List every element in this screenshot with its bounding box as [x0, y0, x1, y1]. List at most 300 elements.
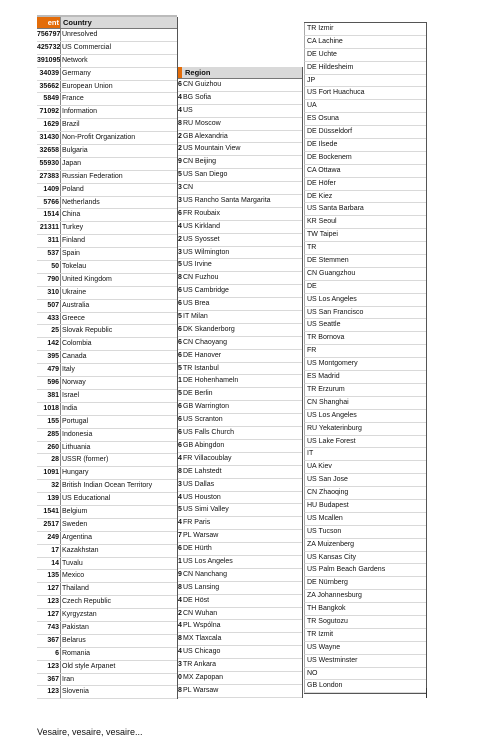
region-count-cell: 5	[178, 171, 182, 179]
list-item: US Santa Barbara	[304, 203, 426, 216]
list-item: TR Sogutozu	[304, 616, 426, 629]
list-item: US Fort Huachuca	[304, 87, 426, 100]
region-cell: CN Wuhan	[183, 609, 218, 617]
region-count-cell: 2	[178, 132, 182, 140]
table-row	[178, 620, 302, 633]
region-count-cell: 5	[178, 261, 182, 269]
count-cell: 142	[37, 338, 61, 350]
region-count-cell: 4	[178, 454, 182, 462]
count-cell: 123	[37, 686, 61, 698]
table-row	[178, 182, 302, 195]
region-cell: US Rancho Santa Margarita	[183, 197, 271, 205]
country-cell: Thailand	[62, 585, 89, 593]
list-item: ES Madrid	[304, 371, 426, 384]
table-row	[37, 119, 177, 132]
country-cell: Old style Arpanet	[62, 662, 116, 670]
region-cell: DE Höst	[183, 596, 210, 604]
table-row	[178, 543, 302, 556]
list-item: US Lake Forest	[304, 436, 426, 449]
region-cell: FR Paris	[183, 519, 211, 527]
list-item: TR Erzurum	[304, 384, 426, 397]
region-cell: US Falls Church	[183, 429, 234, 437]
country-cell: Greece	[62, 314, 85, 322]
count-cell: 2517	[37, 519, 61, 531]
table-row	[37, 519, 177, 532]
table-row	[178, 363, 302, 376]
list-item: CA Ottawa	[304, 165, 426, 178]
region-count-cell: 5	[178, 313, 182, 321]
table-row	[178, 337, 302, 350]
table-row	[178, 414, 302, 427]
country-cell: Lithuania	[62, 443, 91, 451]
region-table-body	[178, 79, 302, 698]
count-cell: 756797	[37, 29, 61, 41]
table-row	[178, 672, 302, 685]
list-item: ZA Johannesburg	[304, 590, 426, 603]
region-count-cell: 6	[178, 81, 182, 88]
region-count-cell: 3	[178, 248, 182, 256]
count-cell: 50	[37, 261, 61, 273]
list-item: CN Shanghai	[304, 397, 426, 410]
table-row	[37, 442, 177, 455]
region-count-cell: 4	[178, 222, 182, 230]
count-cell: 6	[37, 648, 61, 660]
region-count-cell: 6	[178, 338, 182, 346]
region-cell: US Wilmington	[183, 248, 230, 256]
table-row	[178, 569, 302, 582]
region-cell: CN Chaoyang	[183, 338, 227, 346]
table-row	[37, 145, 177, 158]
count-cell: 367	[37, 635, 61, 647]
region-cell: DE Berlin	[183, 390, 213, 398]
caption: Vesaire, vesaire, vesaire...	[37, 727, 143, 737]
table-row	[37, 570, 177, 583]
country-cell: Poland	[62, 185, 84, 193]
table-row	[37, 338, 177, 351]
region-count-cell: 3	[178, 661, 182, 669]
region-count-cell: 4	[178, 622, 182, 630]
country-cell: Finland	[62, 237, 85, 245]
country-cell: Belgium	[62, 507, 88, 515]
table-row	[37, 622, 177, 635]
table-row	[37, 467, 177, 480]
list-item: ES Osuna	[304, 113, 426, 126]
list-item: DE Hildesheim	[304, 62, 426, 75]
table-row	[37, 132, 177, 145]
table-row	[37, 184, 177, 197]
region-count-cell: 6	[178, 429, 182, 437]
table-row	[37, 68, 177, 81]
count-cell: 479	[37, 364, 61, 376]
region-count-cell: 8	[178, 583, 182, 591]
count-cell: 27383	[37, 171, 61, 183]
count-cell: 1018	[37, 403, 61, 415]
country-cell: USSR (former)	[62, 456, 109, 464]
country-cell: Kyrgyzstan	[62, 611, 97, 619]
table-row	[178, 324, 302, 337]
table-row	[178, 92, 302, 105]
region-count-cell: 1	[178, 557, 182, 565]
count-cell: 1091	[37, 467, 61, 479]
country-table-header	[37, 17, 177, 29]
country-cell: Indonesia	[62, 430, 93, 438]
table-row	[37, 583, 177, 596]
region-count-cell: 8	[178, 119, 182, 127]
country-cell: Netherlands	[62, 198, 100, 206]
region-count-cell: 2	[178, 609, 182, 617]
table-row	[178, 79, 302, 92]
count-cell: 25	[37, 325, 61, 337]
table-row	[178, 685, 302, 698]
country-cell: Italy	[62, 366, 75, 374]
region-count-cell: 6	[178, 545, 182, 553]
region-count-cell: 8	[178, 686, 182, 694]
country-cell: Canada	[62, 353, 87, 361]
region-count-cell: 5	[178, 364, 182, 372]
country-cell: Norway	[62, 379, 86, 387]
country-cell: Slovak Republic	[62, 327, 113, 335]
table-row	[178, 375, 302, 388]
list-item: DE Düsseldorf	[304, 126, 426, 139]
table-row	[37, 81, 177, 94]
table-row	[37, 222, 177, 235]
region-count-cell: 4	[178, 648, 182, 656]
country-table-body	[37, 29, 177, 699]
count-cell: 35662	[37, 81, 61, 93]
table-row	[178, 504, 302, 517]
count-cell: 285	[37, 429, 61, 441]
count-cell: 537	[37, 248, 61, 260]
table-row	[37, 42, 177, 55]
region-count-cell: 5	[178, 506, 182, 514]
region-cell: MX Tlaxcala	[183, 635, 222, 643]
country-cell: United Kingdom	[62, 275, 112, 283]
country-cell: Australia	[62, 301, 90, 309]
list-item: GB London	[304, 680, 426, 693]
region-count-cell: 6	[178, 325, 182, 333]
region-count-cell: 4	[178, 93, 182, 101]
list-item: TR Izmir	[304, 23, 426, 36]
table-row	[37, 648, 177, 661]
country-cell: Japan	[62, 159, 82, 167]
table-row	[178, 195, 302, 208]
count-cell: 17	[37, 545, 61, 557]
table-row	[37, 93, 177, 106]
list-item: DE Nürnberg	[304, 577, 426, 590]
table-row	[178, 105, 302, 118]
count-cell: 311	[37, 235, 61, 247]
table-row	[178, 311, 302, 324]
region-list-body	[304, 23, 426, 693]
count-cell: 391095	[37, 55, 61, 67]
table-row	[178, 633, 302, 646]
country-cell: Ukraine	[62, 288, 87, 296]
region-cell: US Chicago	[183, 648, 221, 656]
region-count-cell: 8	[178, 274, 182, 282]
region-table	[178, 67, 303, 698]
table-row	[178, 427, 302, 440]
list-item: DE Höfer	[304, 178, 426, 191]
count-cell: 367	[37, 674, 61, 686]
list-item: DE Bockenem	[304, 152, 426, 165]
count-cell: 135	[37, 570, 61, 582]
region-cell: US Mountain View	[183, 145, 241, 153]
country-cell: Hungary	[62, 469, 89, 477]
count-cell: 71092	[37, 106, 61, 118]
table-row	[37, 686, 177, 699]
count-cell: 1629	[37, 119, 61, 131]
count-cell: 127	[37, 609, 61, 621]
table-row	[178, 221, 302, 234]
table-row	[178, 298, 302, 311]
region-count-cell: 6	[178, 300, 182, 308]
region-cell: GB Warrington	[183, 403, 230, 411]
region-cell: CN Beijing	[183, 158, 217, 166]
region-count-cell: 1	[178, 377, 182, 385]
list-item: DE Kiez	[304, 191, 426, 204]
region-cell: US Simi Valley	[183, 506, 229, 514]
region-cell: US Brea	[183, 300, 210, 308]
region-count-cell: 4	[178, 519, 182, 527]
country-cell: Argentina	[62, 533, 92, 541]
region-cell: GB Alexandria	[183, 132, 228, 140]
country-cell: Spain	[62, 250, 80, 258]
country-cell: Romania	[62, 649, 91, 657]
count-cell: 249	[37, 532, 61, 544]
region-cell: DE Hürth	[183, 545, 212, 553]
region-cell: FR Roubaix	[183, 209, 220, 217]
country-cell: Kazakhstan	[62, 546, 99, 554]
table-row	[178, 466, 302, 479]
region-column-header: Region	[185, 68, 211, 77]
count-cell: 32	[37, 480, 61, 492]
table-row	[37, 429, 177, 442]
region-count-cell: 6	[178, 287, 182, 295]
table-row	[178, 646, 302, 659]
region-cell: TR Istanbul	[183, 364, 219, 372]
table-row	[178, 285, 302, 298]
table-row	[178, 401, 302, 414]
list-item: CN Guangzhou	[304, 268, 426, 281]
region-cell: DE Hanover	[183, 351, 222, 359]
table-row	[178, 479, 302, 492]
region-cell: FR Villacoublay	[183, 454, 232, 462]
list-item: CA Lachine	[304, 36, 426, 49]
country-table	[37, 17, 178, 699]
region-count-cell: 6	[178, 441, 182, 449]
table-row	[37, 171, 177, 184]
table-row	[178, 440, 302, 453]
table-row	[178, 595, 302, 608]
country-cell: Portugal	[62, 417, 89, 425]
country-cell: Bulgaria	[62, 147, 88, 155]
country-cell: Iran	[62, 675, 75, 683]
table-row	[178, 517, 302, 530]
count-cell: 425732	[37, 42, 61, 54]
region-cell: MX Zapopan	[183, 673, 224, 681]
list-item: FR	[304, 345, 426, 358]
list-item: HU Budapest	[304, 500, 426, 513]
region-cell: US Cambridge	[183, 287, 229, 295]
count-cell: 790	[37, 274, 61, 286]
table-row	[37, 635, 177, 648]
list-item: US San Jose	[304, 474, 426, 487]
region-count-cell: 3	[178, 184, 182, 192]
table-row	[37, 287, 177, 300]
count-cell: 1541	[37, 506, 61, 518]
table-row	[37, 274, 177, 287]
table-row	[37, 545, 177, 558]
country-cell: European Union	[62, 82, 113, 90]
cell-edge-marker	[426, 688, 427, 698]
table-row	[178, 272, 302, 285]
region-table-header	[178, 67, 302, 79]
region-cell: DE Lahstedt	[183, 467, 222, 475]
list-item: DE Ilsede	[304, 139, 426, 152]
region-count-cell: 6	[178, 403, 182, 411]
region-cell: IT Milan	[183, 313, 208, 321]
region-count-cell: 0	[178, 673, 182, 681]
table-row	[37, 248, 177, 261]
count-cell: 1514	[37, 209, 61, 221]
list-item: UA	[304, 100, 426, 113]
region-cell: US Syosset	[183, 235, 220, 243]
list-item: US San Francisco	[304, 307, 426, 320]
region-cell: US Dallas	[183, 480, 215, 488]
region-count-cell: 4	[178, 596, 182, 604]
region-count-cell: 4	[178, 493, 182, 501]
table-row	[37, 106, 177, 119]
table-row	[37, 325, 177, 338]
region-cell: CN	[183, 184, 194, 192]
list-item: DE Uchte	[304, 49, 426, 62]
count-cell: 260	[37, 442, 61, 454]
country-cell: US Commercial	[62, 43, 112, 51]
country-cell: Germany	[62, 69, 91, 77]
list-item: TW Taipei	[304, 229, 426, 242]
country-cell: Turkey	[62, 224, 84, 232]
count-cell: 395	[37, 351, 61, 363]
count-cell: 127	[37, 583, 61, 595]
count-cell: 34039	[37, 68, 61, 80]
region-count-cell: 5	[178, 390, 182, 398]
country-cell: Israel	[62, 391, 80, 399]
table-row	[178, 156, 302, 169]
region-count-cell: 8	[178, 635, 182, 643]
region-cell: US	[183, 106, 193, 114]
region-count-cell: 2	[178, 145, 182, 153]
table-row	[37, 661, 177, 674]
region-count-cell: 9	[178, 158, 182, 166]
table-row	[178, 259, 302, 272]
region-cell: PL Warsaw	[183, 686, 219, 694]
country-column-header: Country	[63, 18, 92, 27]
region-cell: US Irvine	[183, 261, 212, 269]
country-cell: China	[62, 211, 81, 219]
count-cell: 5849	[37, 93, 61, 105]
list-item: IT	[304, 448, 426, 461]
table-row	[37, 235, 177, 248]
table-row	[37, 158, 177, 171]
count-cell: 55930	[37, 158, 61, 170]
region-cell: US Los Angeles	[183, 557, 233, 565]
list-item: CN Zhaoqing	[304, 487, 426, 500]
table-row	[37, 480, 177, 493]
table-row	[178, 453, 302, 466]
country-cell: Non-Profit Organization	[62, 134, 136, 142]
country-cell: Slovenia	[62, 688, 89, 696]
count-column-header: ent	[37, 17, 61, 28]
country-cell: Tuvalu	[62, 559, 83, 567]
region-cell: CN Fuzhou	[183, 274, 219, 282]
table-row	[178, 143, 302, 156]
table-row	[37, 609, 177, 622]
region-count-cell: 3	[178, 480, 182, 488]
country-cell: Network	[62, 56, 88, 64]
list-item: RU Yekaterinburg	[304, 423, 426, 436]
table-row	[178, 608, 302, 621]
region-cell: DE Hohenhameln	[183, 377, 239, 385]
region-count-cell: 4	[178, 106, 182, 114]
table-row	[37, 454, 177, 467]
country-cell: Brazil	[62, 121, 80, 129]
list-item: US Wayne	[304, 642, 426, 655]
table-row	[37, 403, 177, 416]
list-item: DE	[304, 281, 426, 294]
table-row	[37, 364, 177, 377]
country-cell: Mexico	[62, 572, 85, 580]
list-item: TR Izmit	[304, 629, 426, 642]
count-cell: 1409	[37, 184, 61, 196]
list-item: KR Seoul	[304, 216, 426, 229]
region-cell: PL Warsaw	[183, 532, 219, 540]
count-cell: 155	[37, 416, 61, 428]
region-cell: CN Nanchang	[183, 570, 227, 578]
count-cell: 139	[37, 493, 61, 505]
table-row	[178, 350, 302, 363]
country-cell: Sweden	[62, 520, 88, 528]
table-row	[178, 556, 302, 569]
list-item: US Seattle	[304, 319, 426, 332]
table-row	[37, 596, 177, 609]
table-row	[178, 492, 302, 505]
region-count-cell: 6	[178, 416, 182, 424]
list-item: DE Stemmen	[304, 255, 426, 268]
table-row	[178, 582, 302, 595]
count-cell: 507	[37, 300, 61, 312]
region-list	[304, 22, 427, 694]
count-cell: 123	[37, 596, 61, 608]
list-item: US Mcallen	[304, 513, 426, 526]
count-cell: 21311	[37, 222, 61, 234]
table-row	[37, 532, 177, 545]
country-cell: Belarus	[62, 636, 86, 644]
count-cell: 28	[37, 454, 61, 466]
list-item: US Kansas City	[304, 552, 426, 565]
table-row	[37, 493, 177, 506]
count-cell: 310	[37, 287, 61, 299]
table-row	[37, 313, 177, 326]
list-item: NO	[304, 668, 426, 681]
list-item: TR	[304, 242, 426, 255]
country-cell: British Indian Ocean Territory	[62, 482, 153, 490]
list-item: US Los Angeles	[304, 410, 426, 423]
region-count-cell: 3	[178, 197, 182, 205]
count-cell: 381	[37, 390, 61, 402]
table-row	[37, 377, 177, 390]
list-item: US Tucson	[304, 526, 426, 539]
table-row	[178, 530, 302, 543]
